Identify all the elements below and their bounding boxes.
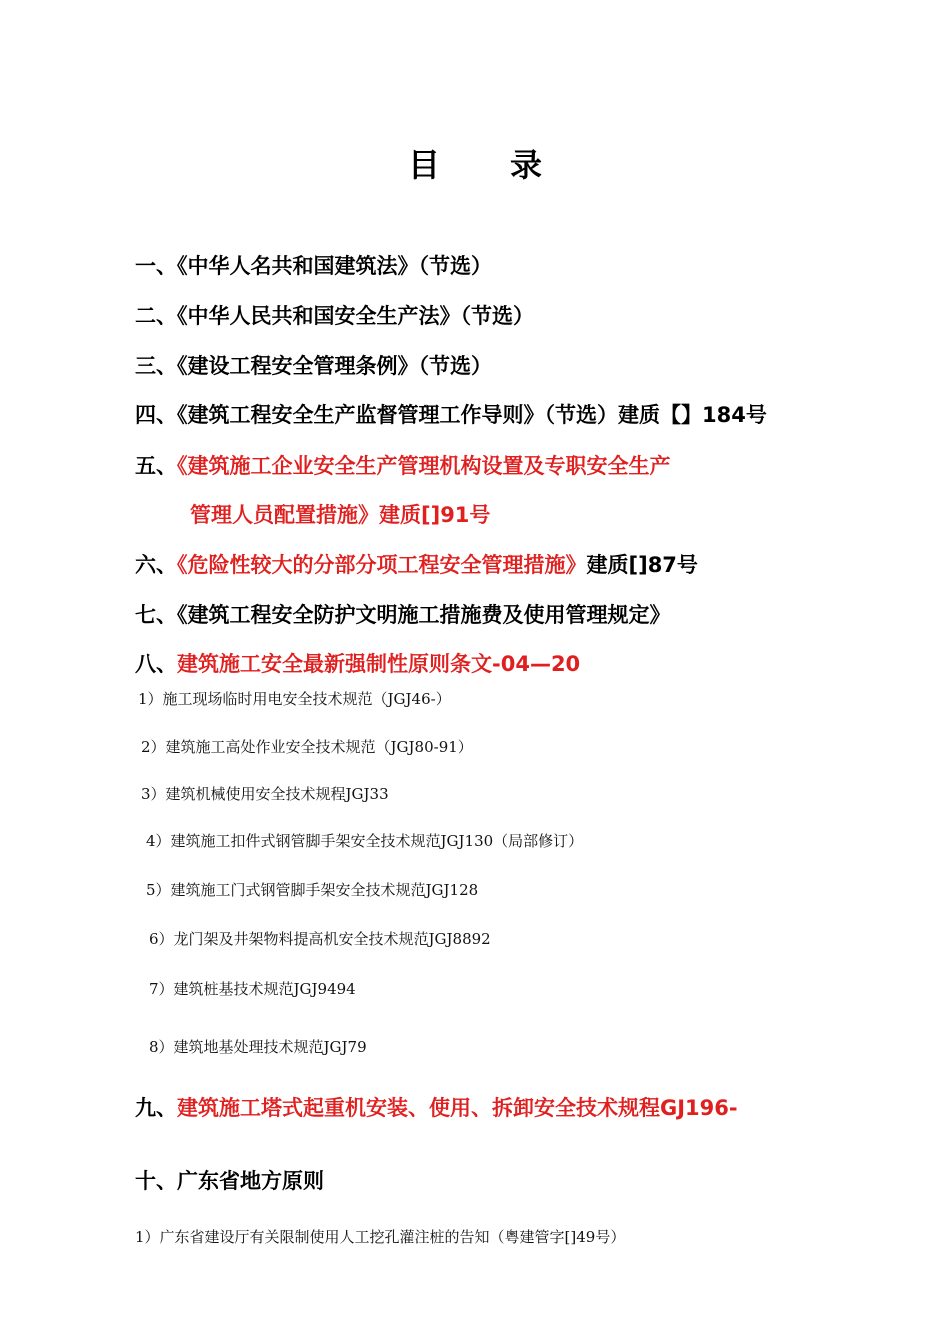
toc-item-6	[135, 549, 698, 579]
toc-text-highlight: 建筑施工安全最新强制性原则条文-04—20	[177, 652, 581, 676]
toc-number: 十、	[135, 1169, 177, 1193]
sub-item-8-6: 6）龙门架及井架物料提高机安全技术规范JGJ8892	[149, 930, 491, 948]
toc-text: 《中华人民共和国安全生产法》（节选）	[177, 304, 534, 328]
sub-item-8-2: 2）建筑施工高处作业安全技术规范（JGJ80-91）	[141, 738, 473, 756]
toc-item-10	[135, 1165, 324, 1195]
toc-item-5	[135, 450, 671, 480]
sub-item-8-1: 1）施工现场临时用电安全技术规范（JGJ46-）	[138, 690, 451, 708]
toc-number: 五、	[135, 454, 177, 478]
toc-number: 九、	[135, 1096, 177, 1120]
toc-number: 七、	[135, 603, 177, 627]
toc-text-highlight: 建筑施工塔式起重机安装、使用、拆卸安全技术规程GJ196-	[177, 1096, 738, 1120]
toc-number: 六、	[135, 553, 177, 577]
toc-number: 四、	[135, 403, 177, 427]
sub-item-8-4: 4）建筑施工扣件式钢管脚手架安全技术规范JGJ130（局部修订）	[146, 832, 584, 850]
sub-item-8-3: 3）建筑机械使用安全技术规程JGJ33	[141, 785, 389, 803]
toc-number: 二、	[135, 304, 177, 328]
toc-text: 《中华人名共和国建筑法》（节选）	[177, 254, 492, 278]
sub-item-8-7: 7）建筑桩基技术规范JGJ9494	[149, 980, 356, 998]
toc-text-highlight: 《建筑施工企业安全生产管理机构设置及专职安全生产	[177, 454, 671, 478]
toc-item-7	[135, 599, 671, 629]
sub-item-8-5: 5）建筑施工门式钢管脚手架安全技术规范JGJ128	[146, 881, 479, 899]
toc-text: 《建筑工程安全生产监督管理工作导则》（节选）建质【】184号	[177, 403, 767, 427]
toc-number: 八、	[135, 652, 177, 676]
sub-item-8-8: 8）建筑地基处理技术规范JGJ79	[149, 1038, 367, 1056]
toc-item-5-continued: 管理人员配置措施》建质[]91号	[190, 503, 491, 527]
toc-text: 建质[]87号	[586, 553, 698, 577]
toc-text: 《建筑工程安全防护文明施工措施费及使用管理规定》	[177, 603, 671, 627]
toc-item-1	[135, 250, 492, 280]
toc-text-highlight: 《危险性较大的分部分项工程安全管理措施》	[177, 553, 587, 577]
toc-item-2	[135, 300, 534, 330]
toc-item-4	[135, 399, 767, 429]
toc-item-3	[135, 350, 492, 380]
sub-item-10-1: 1）广东省建设厅有关限制使用人工挖孔灌注桩的告知（粤建管字[]49号）	[135, 1228, 626, 1246]
toc-number: 三、	[135, 354, 177, 378]
toc-item-9	[135, 1092, 738, 1122]
page-title: 目录	[407, 146, 612, 184]
toc-number: 一、	[135, 254, 177, 278]
toc-text: 《建设工程安全管理条例》（节选）	[177, 354, 492, 378]
toc-item-8	[135, 648, 580, 678]
toc-text: 广东省地方原则	[177, 1169, 324, 1193]
